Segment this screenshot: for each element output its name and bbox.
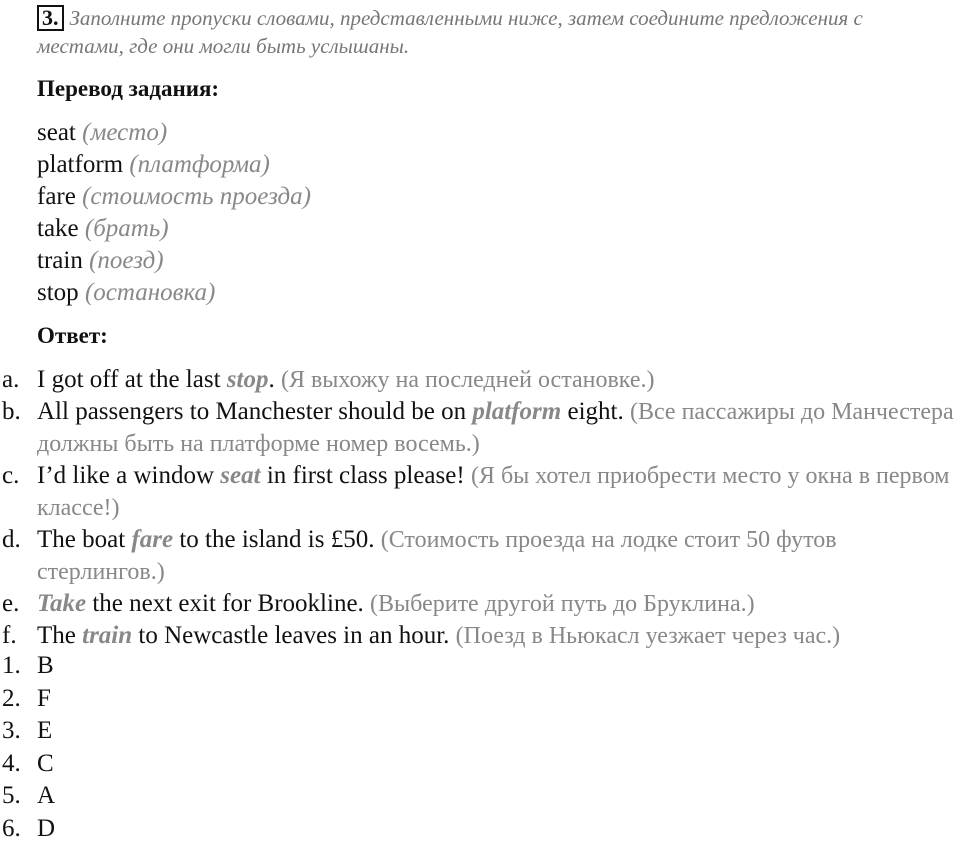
match-item bbox=[0, 683, 55, 716]
vocab-translation: (брать) bbox=[84, 215, 169, 242]
answer-text: . bbox=[268, 366, 281, 393]
vocab-item bbox=[37, 277, 311, 309]
match-number: 4. bbox=[2, 749, 21, 777]
answer-marker: a. bbox=[2, 366, 20, 393]
answer-keyword: stop bbox=[226, 366, 269, 393]
answer-item bbox=[0, 620, 960, 652]
answer-text: The bbox=[37, 622, 83, 649]
task-number: 3. bbox=[37, 5, 64, 31]
vocab-item bbox=[37, 117, 311, 149]
vocab-word: seat bbox=[37, 119, 76, 146]
answer-marker: f. bbox=[2, 622, 17, 649]
answer-item bbox=[0, 364, 960, 396]
answer-item bbox=[0, 396, 960, 460]
answer-list bbox=[0, 364, 960, 652]
answer-text: I got off at the last bbox=[37, 366, 227, 393]
match-item bbox=[0, 715, 55, 748]
answer-item bbox=[0, 460, 960, 524]
vocab-translation: (остановка) bbox=[84, 279, 216, 306]
vocab-word: fare bbox=[37, 183, 76, 210]
answer-translation: (Стоимость проезда на лодке стоит 50 футов стерлингов.) bbox=[37, 527, 837, 585]
vocab-word: train bbox=[37, 247, 83, 274]
match-item bbox=[0, 650, 55, 683]
match-value: E bbox=[37, 717, 53, 745]
vocab-translation: (платформа) bbox=[129, 151, 270, 178]
answer-marker: c. bbox=[2, 462, 20, 489]
match-item bbox=[0, 813, 55, 846]
match-item bbox=[0, 748, 55, 781]
match-number: 2. bbox=[2, 684, 21, 712]
vocab-word: stop bbox=[37, 279, 79, 306]
vocab-word: take bbox=[37, 215, 79, 242]
answer-keyword: seat bbox=[220, 462, 261, 489]
vocab-item bbox=[37, 149, 311, 181]
match-value: A bbox=[37, 782, 56, 810]
answer-heading: Ответ: bbox=[37, 323, 108, 348]
answer-text: the next exit for Brookline. bbox=[86, 590, 371, 617]
answer-text: All passengers to Manchester should be on bbox=[37, 398, 473, 425]
match-number: 3. bbox=[2, 717, 21, 745]
task-instruction bbox=[37, 4, 937, 60]
answer-item bbox=[0, 524, 960, 588]
answer-translation: (Выберите другой путь до Бруклина.) bbox=[370, 591, 755, 617]
task-text: Заполните пропуски словами, представленными ниже, затем соедините предложения с местами, где они могли быть услышаны. bbox=[37, 6, 863, 58]
match-number: 5. bbox=[2, 782, 21, 810]
match-value: B bbox=[37, 652, 54, 679]
vocab-translation: (место) bbox=[82, 119, 168, 146]
answer-keyword: fare bbox=[131, 526, 174, 553]
answer-keyword: Take bbox=[37, 590, 87, 617]
vocab-list bbox=[37, 117, 311, 309]
match-number: 6. bbox=[2, 814, 21, 842]
answer-translation: (Я бы хотел приобрести место у окна в первом классе!) bbox=[37, 463, 950, 521]
match-list bbox=[0, 650, 55, 846]
vocab-item bbox=[37, 213, 311, 245]
match-value: C bbox=[37, 749, 54, 777]
answer-keyword: platform bbox=[472, 398, 562, 425]
vocab-item bbox=[37, 245, 311, 277]
match-item bbox=[0, 780, 55, 813]
match-number: 1. bbox=[2, 652, 21, 679]
answer-text: to the island is £50. bbox=[173, 526, 381, 553]
match-value: D bbox=[37, 814, 56, 842]
answer-text: I’d like a window bbox=[37, 462, 221, 489]
answer-marker: d. bbox=[2, 526, 21, 553]
answer-item bbox=[0, 588, 960, 620]
translation-heading: Перевод задания: bbox=[37, 76, 220, 101]
answer-marker: e. bbox=[2, 590, 20, 617]
vocab-word: platform bbox=[37, 151, 124, 178]
vocab-translation: (стоимость проезда) bbox=[82, 183, 311, 210]
answer-translation: (Я выхожу на последней остановке.) bbox=[280, 367, 655, 393]
answer-text: in first class please! bbox=[260, 462, 471, 489]
answer-text: eight. bbox=[561, 398, 630, 425]
answer-translation: (Все пассажиры до Манчестера должны быть на платформе номер восемь.) bbox=[37, 399, 954, 457]
answer-text: The boat bbox=[37, 526, 132, 553]
answer-translation: (Поезд в Ньюкасл уезжает через час.) bbox=[455, 623, 841, 649]
match-value: F bbox=[37, 684, 51, 712]
vocab-item bbox=[37, 181, 311, 213]
answer-text: to Newcastle leaves in an hour. bbox=[132, 622, 456, 649]
answer-keyword: train bbox=[82, 622, 133, 649]
vocab-translation: (поезд) bbox=[89, 247, 164, 274]
answer-marker: b. bbox=[2, 398, 21, 425]
